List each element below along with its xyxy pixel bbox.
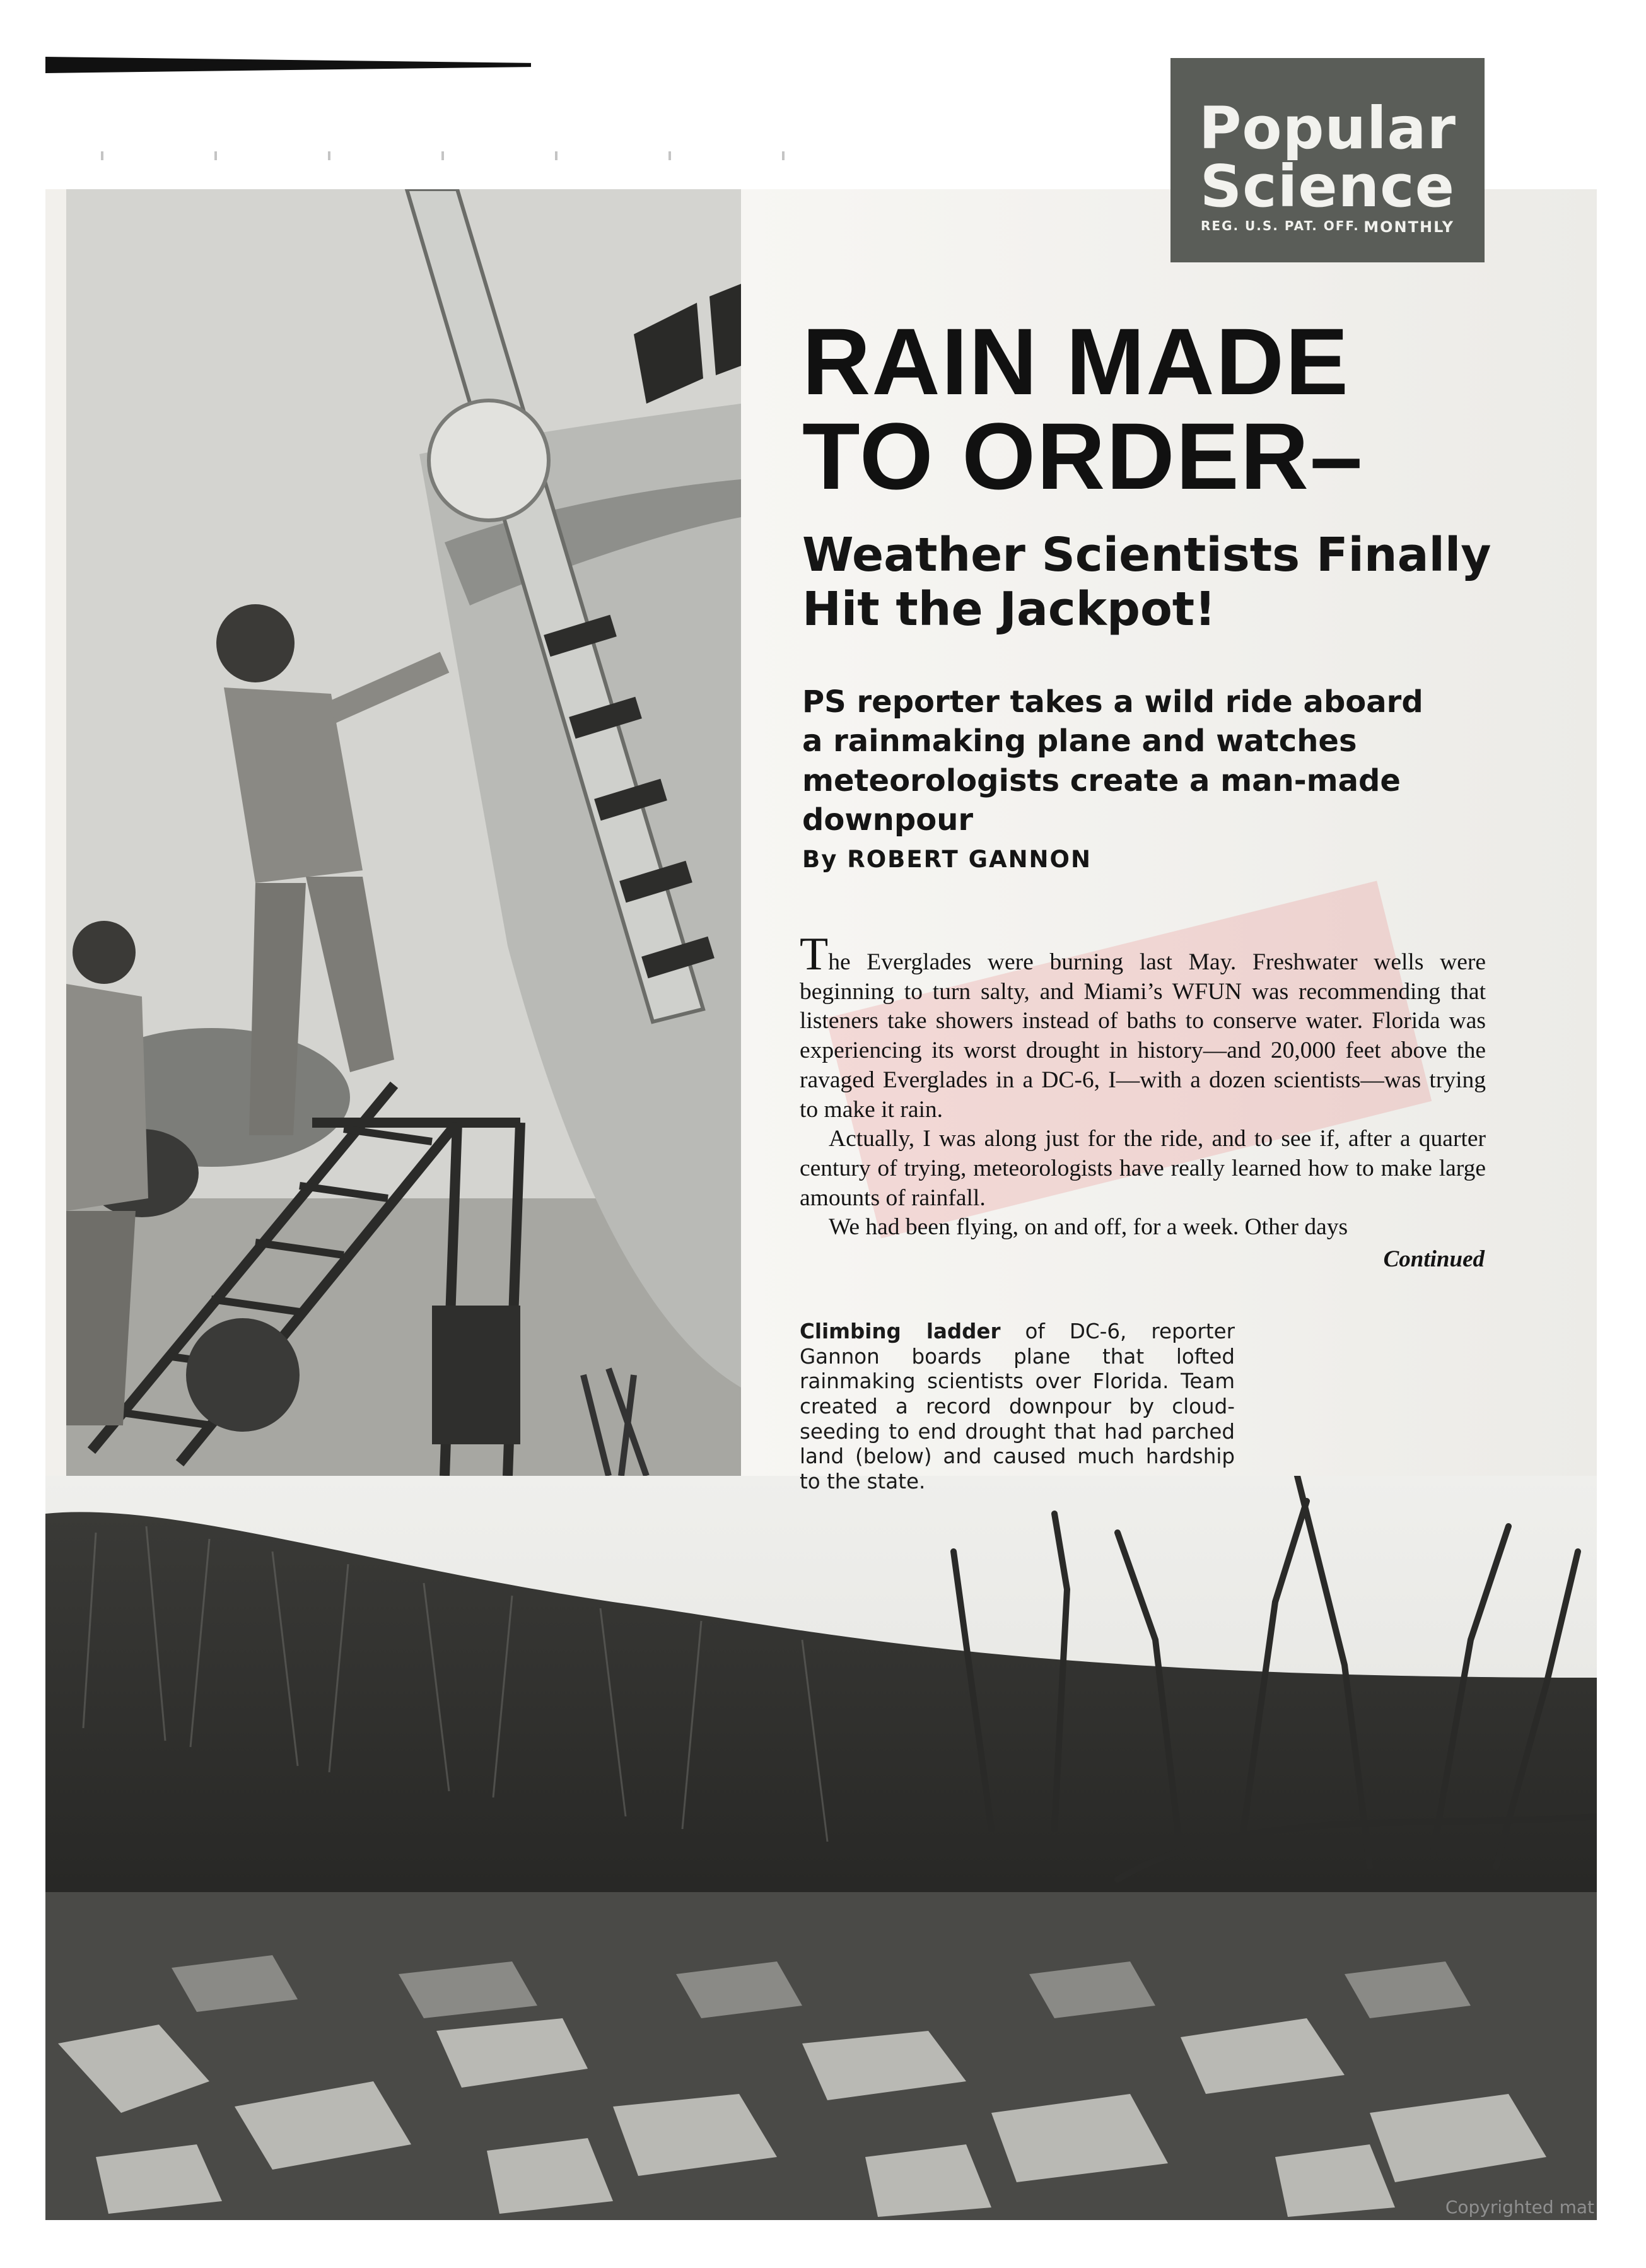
photo-parched-land-art — [45, 1476, 1597, 2220]
article-deck — [802, 682, 1527, 840]
byline: By ROBERT GANNON — [802, 846, 1092, 873]
paragraph-2: Actually, I was along just for the ride, and to see if, after a quarter century of trying, meteorologists have really learned how to make large amounts of rainfall. — [800, 1126, 1486, 1211]
article-subhead — [802, 529, 1527, 637]
deck-line1: PS reporter takes a wild ride aboard — [802, 684, 1423, 720]
article-headline — [802, 308, 1559, 509]
popular-science-logo — [1170, 58, 1485, 262]
photo-ladder-plane — [66, 189, 741, 1476]
logo-reg-mark: REG. U.S. PAT. OFF. — [1201, 218, 1360, 233]
top-rule — [45, 57, 531, 73]
photo-parched-land — [45, 1476, 1597, 2220]
article-body — [800, 928, 1486, 1242]
scan-speckle — [63, 151, 820, 160]
photo-caption — [800, 1319, 1235, 1494]
deck-line2: a rainmaking plane and watches — [802, 723, 1357, 759]
paragraph-3: We had been flying, on and off, for a week. Other days — [829, 1214, 1348, 1241]
logo-monthly: MONTHLY — [1363, 218, 1454, 236]
subhead-line1: Weather Scientists Finally — [802, 528, 1491, 582]
photo-ladder-plane-art — [66, 189, 741, 1476]
subhead-line2: Hit the Jackpot! — [802, 582, 1216, 636]
logo-line2: Science — [1199, 153, 1456, 220]
caption-text: of DC-6, reporter Gannon boards plane that lofted rainmaking scientists over Florida. Team created a record downpour by cloud-seeding to end drought that had parched land (below) and caused much hardship to the state. — [800, 1319, 1235, 1493]
copyright-watermark: Copyrighted mat — [1445, 2197, 1594, 2218]
headline-line1: RAIN MADE — [802, 308, 1350, 414]
paragraph-1 — [800, 928, 1486, 1125]
continued-label: Continued — [1383, 1246, 1485, 1272]
drop-cap: T — [800, 928, 829, 980]
paragraph-1-text: he Everglades were burning last May. Freshwater wells were beginning to turn salty, and Miami’s WFUN was recommending that listeners take showers instead of baths to conserve water. Florida was experiencing its worst drought in history—and 20,000 feet above the ravaged Everglades in a DC-6, I—with a dozen scientists—was trying to make it rain. — [800, 949, 1486, 1123]
deck-line3: meteorologists create a man-made downpour — [802, 763, 1401, 838]
logo-line1: Popular — [1199, 95, 1456, 162]
headline-line2: TO ORDER– — [802, 403, 1364, 509]
caption-lead: Climbing ladder — [800, 1319, 1001, 1343]
